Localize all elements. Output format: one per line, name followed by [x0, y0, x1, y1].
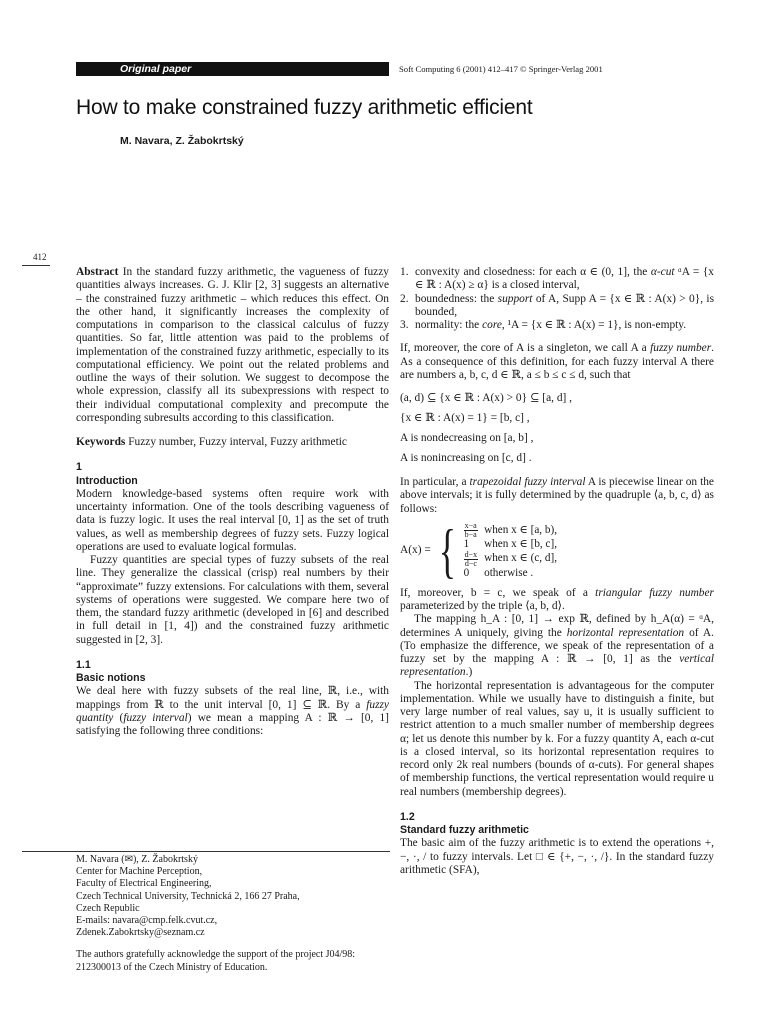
term-fuzzy-number: fuzzy number [650, 342, 712, 355]
text-span: If, moreover, the core of A is a singleton, we call A a [400, 342, 651, 355]
numerator: d−x [464, 549, 478, 559]
text-span: , ¹A = {x ∈ ℝ : A(x) = 1}, is non-empty. [501, 319, 687, 331]
text-span: .) [465, 666, 473, 679]
term-vertical: vertical representation [400, 653, 714, 679]
piecewise-table [464, 522, 563, 579]
term-fuzzy-quantity: fuzzy quantity [76, 698, 389, 724]
section-number: 1.2 [400, 810, 415, 823]
term-trapezoidal: trapezoidal fuzzy interval [469, 476, 586, 488]
term-triangular: triangular fuzzy number [595, 586, 714, 599]
footnote-line: E-mails: navara@cmp.felk.cvut.cz, [76, 915, 218, 927]
list-item [400, 293, 714, 320]
text-span: If, moreover, b = c, we speak of a [400, 586, 596, 599]
section-number: 1.1 [76, 658, 91, 671]
term: support [497, 292, 533, 305]
left-brace-glyph: { [438, 517, 456, 584]
keywords-text: Fuzzy number, Fuzzy interval, Fuzzy arithmetic [128, 436, 347, 448]
text-span: normality: the [415, 319, 483, 331]
footnote-rule [22, 851, 390, 852]
article-type-label: Original paper [120, 63, 192, 75]
paper-title: How to make constrained fuzzy arithmetic efficient [76, 96, 533, 119]
footnote-line: Czech Technical University, Technická 2, 166 27 Praha, [76, 890, 300, 902]
piecewise-row [464, 522, 563, 539]
section-1-heading [76, 461, 389, 488]
text-span: In particular, a [400, 476, 470, 488]
acknowledgement: The authors gratefully acknowledge the support of the project J04/98: 212300013 of the Czech Ministry of Education. [76, 949, 356, 973]
keywords [76, 436, 389, 449]
paragraph [400, 613, 714, 679]
paragraph: Fuzzy quantities are special types of fuzzy subsets of the real line. They generalize the classical (crisp) real numbers by their “approximate” fuzzy extensions. For calculations with them, several systems of operations were suggested. We compare here two of them, the standard fuzzy arithmetic (developed in [6] and described in full detail in [1, 4]) and the constrained fuzzy arithmetic suggested in [2, 3]. [76, 554, 389, 646]
footnote-line: Zdenek.Zabokrtsky@seznam.cz [76, 927, 205, 939]
term: α-cut [650, 266, 675, 278]
list-item [400, 266, 714, 293]
equation-block [400, 388, 714, 468]
piecewise-row [464, 551, 563, 568]
footnote-line: Center for Machine Perception, [76, 866, 203, 878]
left-column [76, 266, 389, 738]
footnote-line: Faculty of Electrical Engineering, [76, 878, 212, 890]
text-span: convexity and closedness: for each α ∈ (0, 1], the [415, 266, 651, 278]
abstract-heading: Abstract [76, 266, 119, 278]
piece-condition: when x ∈ [a, b), [484, 523, 558, 536]
section-1-2-heading [400, 811, 714, 838]
footnote-line: Czech Republic [76, 902, 140, 914]
denominator: d−c [464, 558, 477, 568]
list-number: 3. [400, 319, 409, 331]
abstract-text: In the standard fuzzy arithmetic, the vagueness of fuzzy quantities always increases. G. J. Klir [2, 3] suggests an alternative – the constrained fuzzy arithmetic – which reduces this effect. On the other hand, it significantly increases the complexity of computations in comparison to the classical calculus of fuzzy quantities. So far, little attention was paid to the problems of implementation of the constrained fuzzy arithmetic, especially to its computational efficiency. We point out the related problems and outline the ways of their solution. We suggest to decompose the whole expression, classify all its subexpressions with respect to their individual computational complexity and precompute the corresponding subresults according to this classification. [76, 266, 389, 424]
paragraph: We deal here with fuzzy subsets of the real line, ℝ, i.e., with mappings from ℝ to the unit interval [0, 1] ⊆ ℝ. By a fuzzy quantity (fuzzy interval) we mean a mapping A : ℝ → [0, 1] satisfying the following three conditions: [76, 685, 389, 737]
piecewise-row [464, 568, 563, 580]
piecewise-row [464, 539, 563, 551]
equation: (a, d) ⊆ {x ∈ ℝ : A(x) > 0} ⊆ [a, d] , [400, 392, 573, 404]
piece-condition: otherwise . [484, 566, 534, 579]
page-number: 412 [33, 252, 47, 262]
text-span: of A. (To emphasize the difference, we speak of the representation of a fuzzy set by the mapping A : ℝ → [0, 1] as the [400, 626, 714, 665]
numerator: x−a [464, 521, 477, 531]
fraction [464, 522, 478, 539]
piece-condition: when x ∈ [b, c], [484, 538, 558, 551]
text-span: of A, Supp A = {x ∈ ℝ : A(x) > 0}, is bounded, [415, 292, 715, 318]
author-footnote [76, 854, 389, 974]
keywords-heading: Keywords [76, 436, 126, 448]
piece-value: 1 [463, 538, 470, 551]
paper-authors: M. Navara, Z. Žabokrtský [120, 135, 244, 147]
text-span: A is piecewise linear on the above intervals; it is fully determined by the quadruple ⟨a, b, c, d⟩ as follows: [400, 476, 714, 515]
section-1-1-heading [76, 659, 389, 686]
conditions-list [400, 266, 714, 332]
list-item [400, 319, 714, 332]
list-number: 2. [400, 292, 409, 305]
section-title: Standard fuzzy arithmetic [400, 824, 529, 836]
list-number: 1. [400, 266, 409, 278]
equation: A is nondecreasing on [a, b] , [400, 432, 534, 444]
section-title: Basic notions [76, 672, 146, 684]
footnote-line: M. Navara (✉), Z. Žabokrtský [76, 854, 198, 865]
paragraph: The basic aim of the fuzzy arithmetic is to extend the operations +, −, ·, / to fuzzy intervals. Let □ ∈ {+, −, ·, /}. In the standard fuzzy arithmetic (SFA), [400, 837, 714, 876]
paragraph [400, 342, 714, 382]
text-span: . As a consequence of this definition, for each fuzzy interval A there are numbers a, b, c, d ∈ ℝ, a ≤ b ≤ c ≤ d, such that [400, 342, 714, 381]
text-span: parameterized by the triple ⟨a, b, d⟩. [400, 600, 565, 612]
section-title: Introduction [76, 474, 138, 487]
piece-value [464, 551, 485, 568]
paragraph [400, 587, 714, 614]
equation: {x ∈ ℝ : A(x) = 1} = [b, c] , [400, 412, 530, 424]
piecewise-definition [400, 517, 714, 584]
piecewise-lhs: A(x) = [400, 544, 431, 557]
denominator: b−a [464, 530, 477, 540]
equation: A is nonincreasing on [c, d] . [400, 452, 532, 464]
term-horizontal: horizontal representation [566, 626, 685, 639]
paragraph: Modern knowledge-based systems often require work with uncertainty information. One of the tools describing vagueness of data is fuzzy logic. It uses the real interval [0, 1] as the set of truth values, as well as membership degrees of fuzzy sets. Fuzzy logical operations are used to evaluate logical formulas. [76, 487, 389, 553]
journal-citation: Soft Computing 6 (2001) 412–417 © Springer-Verlag 2001 [399, 64, 603, 74]
abstract [76, 266, 389, 425]
fraction [464, 551, 479, 568]
term: core [482, 319, 502, 331]
text-span: We deal here with fuzzy subsets of the real line, ℝ, i.e., with mappings from ℝ to the unit interval [0, 1] ⊆ ℝ. By a [76, 685, 389, 711]
section-number: 1 [76, 461, 82, 474]
piece-condition: when x ∈ (c, d], [484, 552, 558, 565]
piece-value [464, 522, 485, 539]
paragraph [400, 476, 714, 516]
text-span: ᵅA = {x ∈ ℝ : A(x) ≥ α} is a closed interval, [415, 266, 714, 292]
text-span: The mapping h_A : [0, 1] → exp ℝ, defined by h_A(α) = ᵅA, determines A uniquely, giving the [400, 613, 714, 639]
piece-value: 0 [463, 566, 470, 579]
paragraph: The horizontal representation is advantageous for the computer implementation. While we usually have to distinguish a finite, but very large number of real values, say u, it is usually sufficient to restrict attention to a much smaller number of membership degrees α; let us denote this number by k. For a fuzzy quantity A, each α-cut is a closed interval, so its horizontal representation requires to record only 2k real numbers (bounds of α-cuts). For general shapes of membership functions, the vertical representation would require u real numbers (membership degrees). [400, 679, 714, 798]
text-span: A : ℝ → [0, 1] satisfying the following three conditions: [76, 711, 389, 737]
right-column [400, 266, 714, 877]
term-fuzzy-interval: fuzzy interval [123, 711, 188, 724]
text-span: boundedness: the [415, 292, 498, 305]
page-number-rule [22, 265, 50, 266]
text-span: ) we mean a mapping [187, 711, 305, 724]
